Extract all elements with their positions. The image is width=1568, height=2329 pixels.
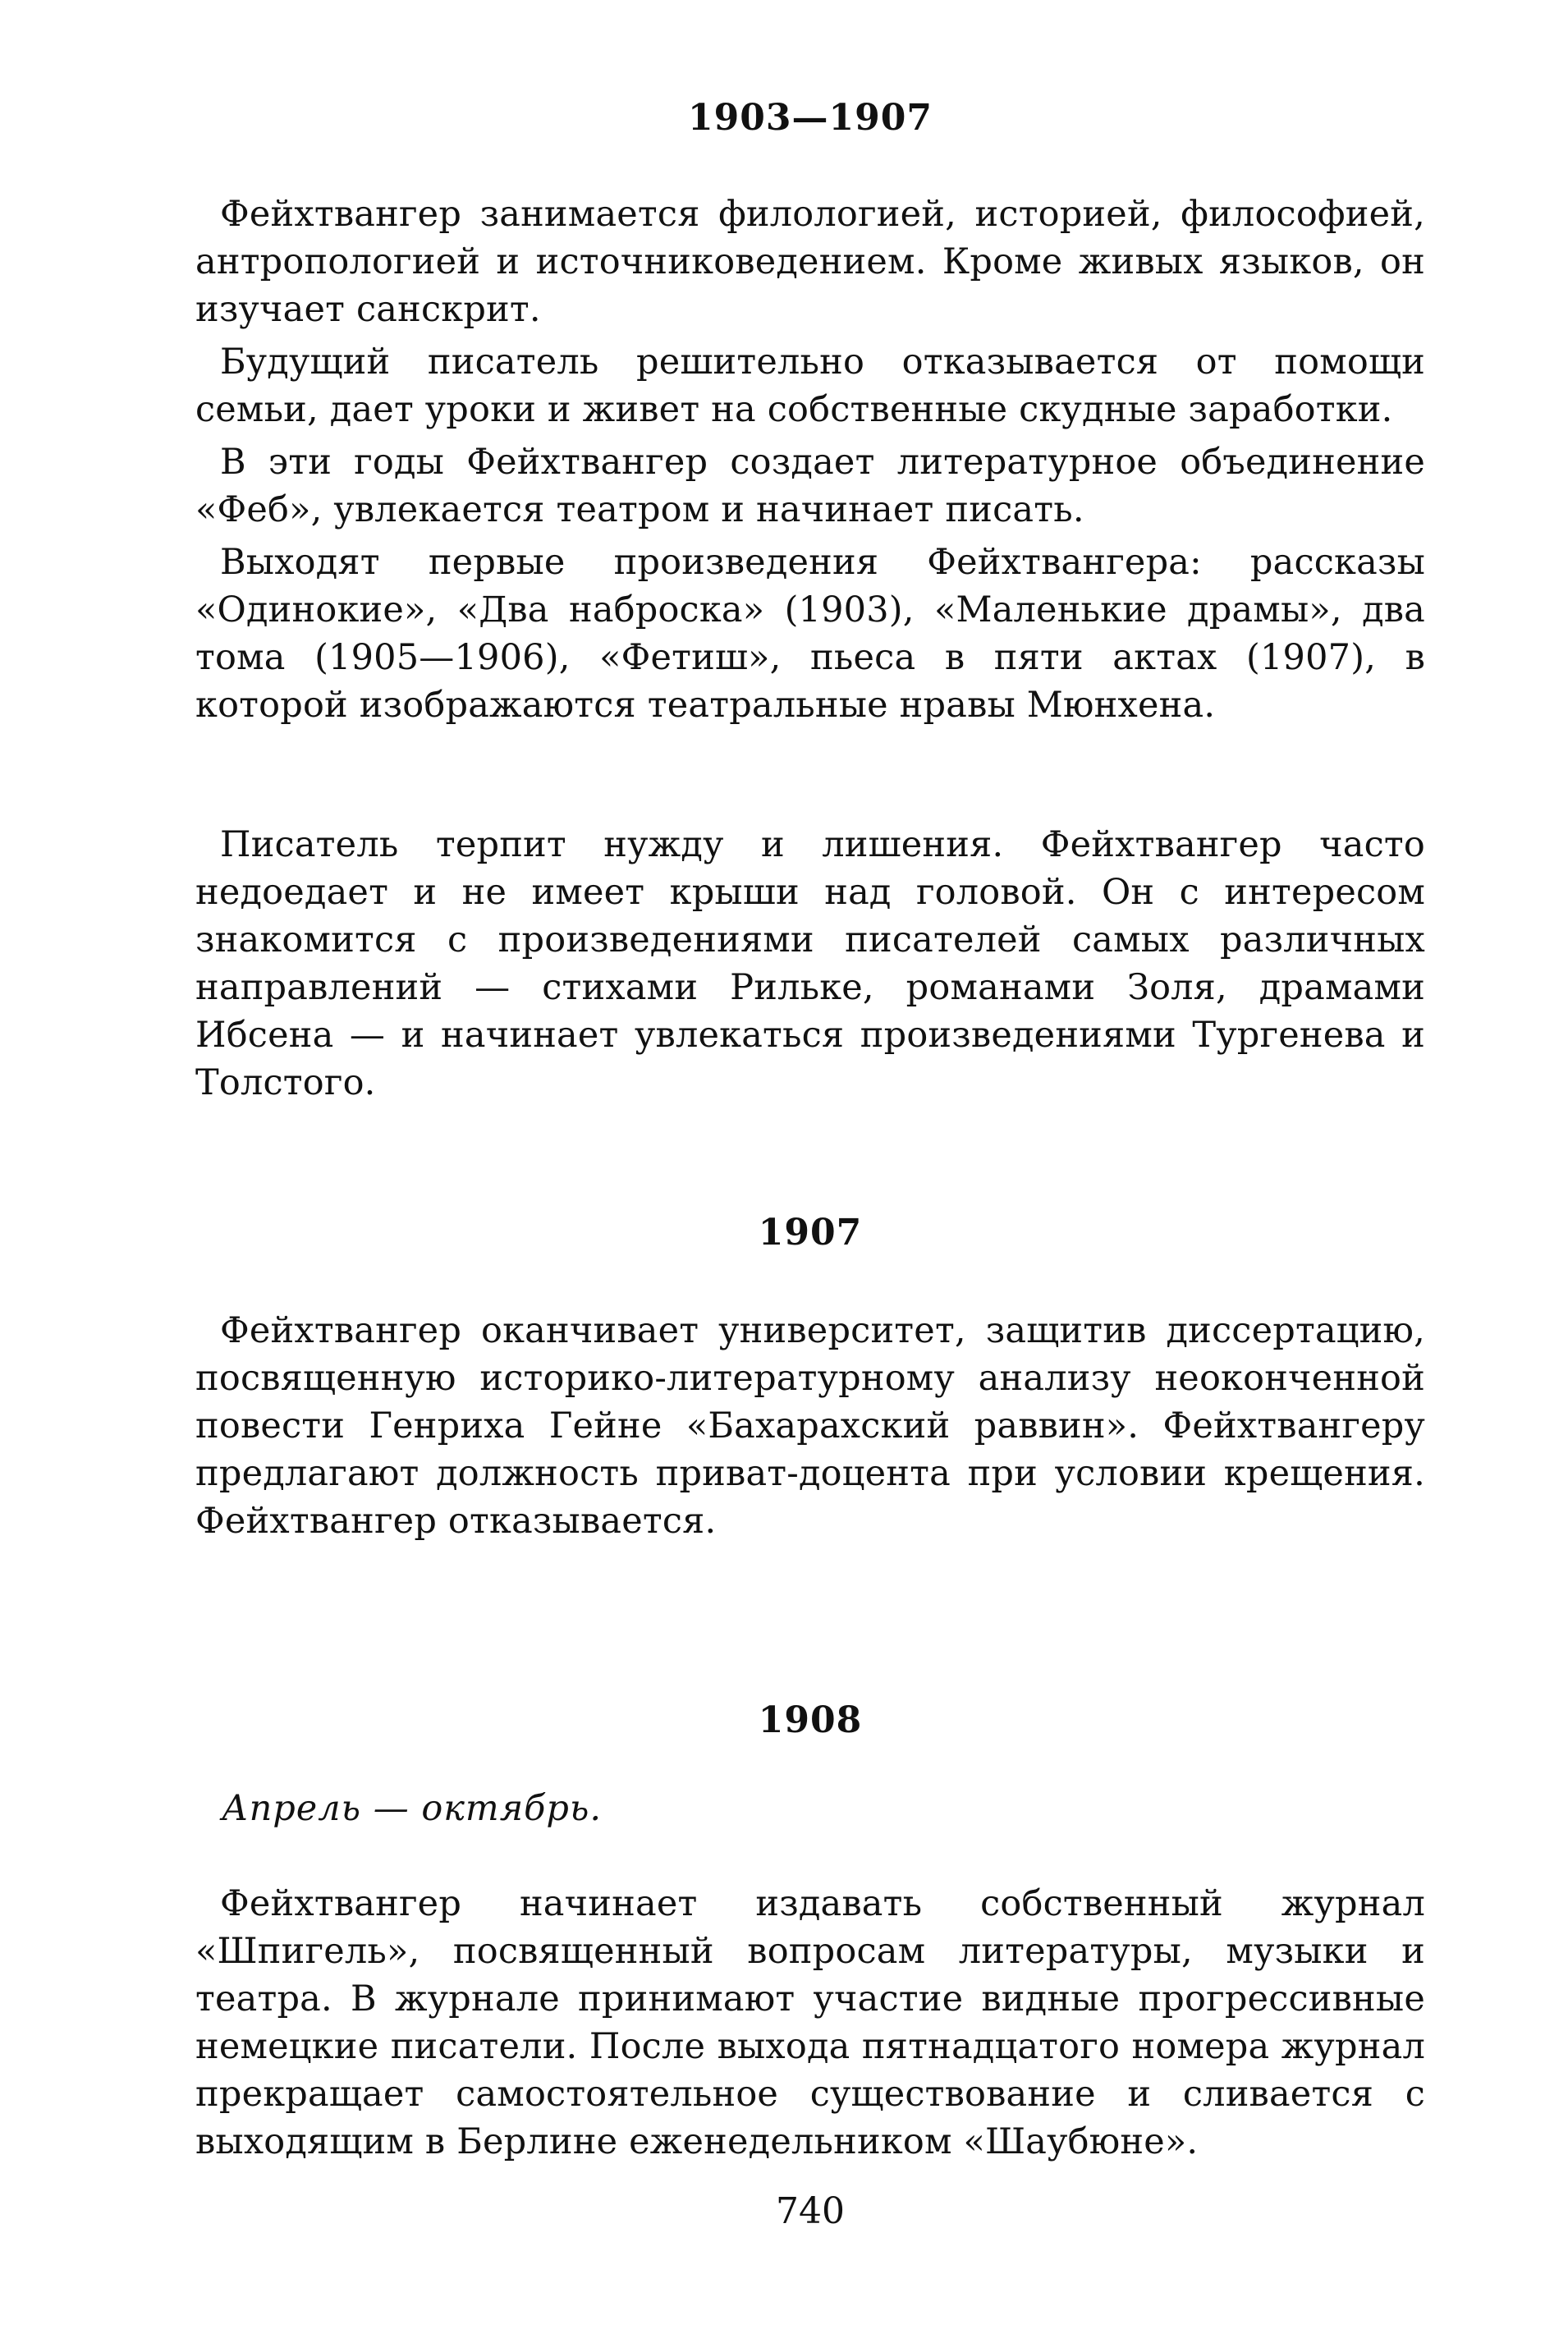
section-subheading-date-range: Апрель — октябрь. [222,1788,603,1829]
paragraph: Будущий писатель решительно отказывается от помощи семьи, дает уроки и живет на собственные скудные заработки. [195,342,1425,430]
section-heading-1903-1907: 1903—1907 [688,97,933,139]
section-body-1908 [195,1880,1425,2166]
paragraph: Писатель терпит нужду и лишения. Фейхтвангер часто недоедает и не имеет крыши над головой. Он с интересом знакомится с произведениями писателей самых различных направлений — стихами Рильке, романами Золя, драмами Ибсена — и начинает увлекаться произведениями Тургенева и Толстого. [195,824,1425,1103]
paragraph: Фейхтвангер начинает издавать собственный журнал «Шпигель», посвященный вопросам литературы, музыки и театра. В журнале принимают участие видные прогрессивные немецкие писатели. После выхода пятнадцатого номера журнал прекращает самостоятельное существование и сливается с выходящим в Берлине еженедельником «Шаубюне». [195,1883,1425,2162]
section-body-1907 [195,1307,1425,1545]
paragraph: В эти годы Фейхтвангер создает литературное объединение «Феб», увлекается театром и начинает писать. [195,442,1425,530]
section-heading-1908: 1908 [758,1699,863,1741]
section-body-1903-1907 [195,190,1425,729]
paragraph: Фейхтвангер занимается филологией, историей, философией, антропологией и источниковедением. Кроме живых языков, он изучает санскрит. [195,194,1425,330]
paragraph: Выходят первые произведения Фейхтвангера: рассказы «Одинокие», «Два наброска» (1903), «Маленькие драмы», два тома (1905—1906), «Фетиш», пьеса в пяти актах (1907), в которой изображаются театральные нравы Мюнхена. [195,542,1425,726]
page-number: 740 [776,2190,845,2232]
section-body-1903-1907-continued [195,821,1425,1107]
section-heading-1907: 1907 [758,1212,863,1254]
paragraph: Фейхтвангер оканчивает университет, защитив диссертацию, посвященную историко-литературному анализу неоконченной повести Генриха Гейне «Бахарахский раввин». Фейхтвангеру предлагают должность приват-доцента при условии крещения. Фейхтвангер отказывается. [195,1310,1425,1542]
